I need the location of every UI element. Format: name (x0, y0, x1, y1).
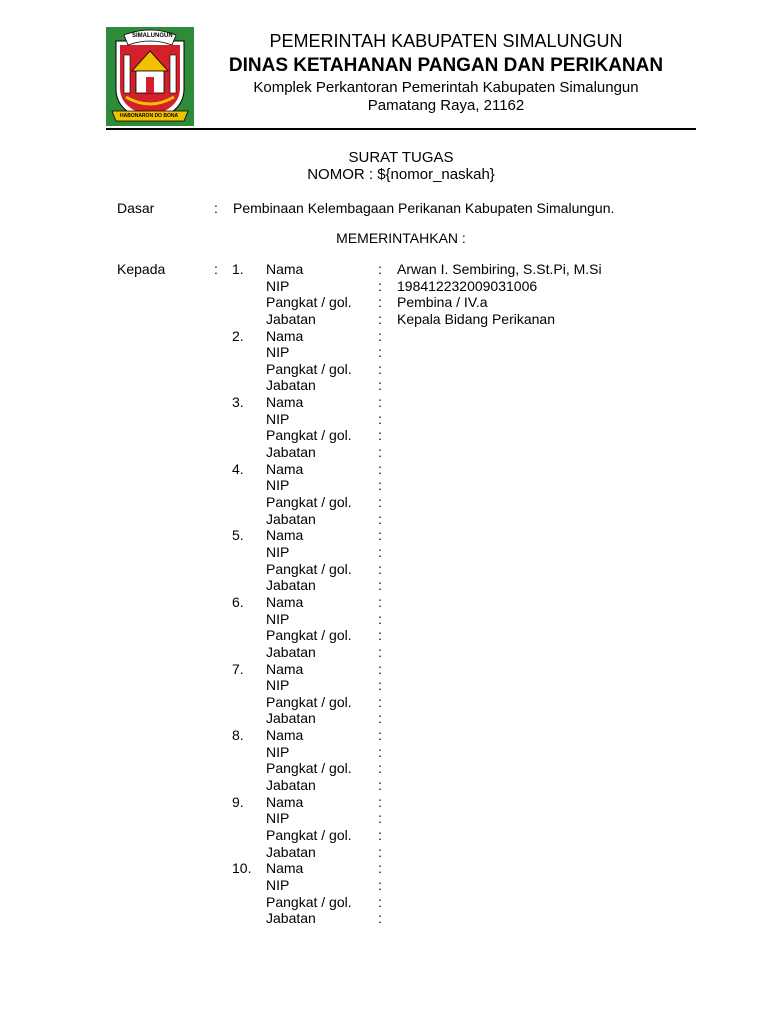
kepada-colon: : (214, 261, 218, 277)
field-colon: : (378, 261, 382, 277)
dasar-colon: : (214, 200, 218, 216)
field-colon: : (378, 643, 382, 660)
agency-name: DINAS KETAHANAN PANGAN DAN PERIKANAN (228, 55, 664, 76)
field-label-nip: NIP (266, 277, 290, 294)
field-colon: : (378, 860, 382, 877)
field-colon: : (378, 827, 382, 843)
field-label-position: Jabatan (266, 710, 316, 727)
field-colon: : (378, 893, 382, 910)
entry-number: 5. (232, 527, 244, 544)
field-label-name: Nama (266, 460, 304, 477)
letterhead-divider (106, 128, 696, 130)
field-colon: : (378, 360, 382, 377)
field-colon: : (378, 494, 382, 510)
field-colon: : (378, 877, 382, 893)
field-label-name: Nama (266, 727, 304, 744)
field-colon: : (378, 410, 382, 427)
document-number: NOMOR : ${nomor_naskah} (307, 166, 495, 183)
field-colon: : (378, 444, 382, 460)
field-colon: : (378, 693, 382, 710)
city-postal-line: Pamatang Raya, 21162 (367, 97, 525, 114)
field-label-rank: Pangkat / gol. (266, 627, 352, 644)
field-colon: : (378, 810, 382, 827)
field-colon: : (378, 594, 382, 610)
field-label-nip: NIP (266, 410, 290, 427)
field-colon: : (378, 610, 382, 627)
field-colon: : (378, 294, 382, 311)
field-label-position: Jabatan (266, 643, 316, 660)
field-label-nip: NIP (266, 477, 290, 494)
field-label-rank: Pangkat / gol. (266, 827, 352, 843)
field-colon: : (378, 327, 382, 344)
field-label-position: Jabatan (266, 377, 316, 394)
field-label-name: Nama (266, 793, 304, 810)
logo-motto-text: HABONARON DO BONA (120, 113, 179, 119)
entry-number: 2. (232, 327, 244, 344)
field-colon: : (378, 677, 382, 694)
kepada-label: Kepada (117, 261, 166, 277)
field-colon: : (378, 377, 382, 394)
entry-number: 10. (232, 860, 252, 877)
field-label-nip: NIP (266, 877, 290, 893)
field-colon: : (378, 660, 382, 677)
field-label-position: Jabatan (266, 310, 316, 327)
field-label-rank: Pangkat / gol. (266, 494, 352, 510)
field-label-rank: Pangkat / gol. (266, 893, 352, 910)
entry-number: 1. (232, 261, 244, 277)
field-label-name: Nama (266, 327, 304, 344)
field-colon: : (378, 544, 382, 560)
field-label-name: Nama (266, 660, 304, 677)
logo-banner-text: SIMALUNGUN (132, 33, 173, 39)
field-label-name: Nama (266, 594, 304, 610)
field-label-nip: NIP (266, 610, 290, 627)
address-line: Komplek Perkantoran Pemerintah Kabupaten Simalungun (253, 79, 639, 96)
field-label-position: Jabatan (266, 510, 316, 527)
field-colon: : (378, 477, 382, 494)
field-colon: : (378, 910, 382, 927)
field-colon: : (378, 727, 382, 744)
field-colon: : (378, 527, 382, 544)
field-colon: : (378, 627, 382, 644)
field-colon: : (378, 344, 382, 361)
field-label-nip: NIP (266, 544, 290, 560)
field-value-nip: 198412232009031006 (397, 277, 538, 294)
field-label-position: Jabatan (266, 910, 316, 927)
field-value-rank: Pembina / IV.a (397, 294, 488, 311)
field-label-position: Jabatan (266, 843, 316, 860)
field-colon: : (378, 510, 382, 527)
field-label-name: Nama (266, 394, 304, 411)
field-colon: : (378, 577, 382, 594)
entry-number: 7. (232, 660, 244, 677)
regency-logo (106, 27, 194, 126)
document-title: SURAT TUGAS (348, 149, 454, 166)
field-colon: : (378, 394, 382, 411)
field-colon: : (378, 560, 382, 577)
instruction-heading: MEMERINTAHKAN : (336, 230, 466, 246)
field-label-rank: Pangkat / gol. (266, 760, 352, 777)
government-name: PEMERINTAH KABUPATEN SIMALUNGUN (269, 31, 623, 51)
field-label-rank: Pangkat / gol. (266, 693, 352, 710)
field-colon: : (378, 310, 382, 327)
field-label-position: Jabatan (266, 444, 316, 460)
field-value-name: Arwan I. Sembiring, S.St.Pi, M.Si (397, 261, 602, 277)
field-value-position: Kepala Bidang Perikanan (397, 310, 556, 327)
field-label-name: Nama (266, 527, 304, 544)
field-label-nip: NIP (266, 344, 290, 361)
dasar-label: Dasar (117, 200, 155, 216)
field-label-position: Jabatan (266, 777, 316, 793)
entry-number: 4. (232, 460, 244, 477)
field-colon: : (378, 427, 382, 444)
field-label-nip: NIP (266, 810, 290, 827)
field-colon: : (378, 843, 382, 860)
field-label-rank: Pangkat / gol. (266, 294, 352, 311)
field-colon: : (378, 460, 382, 477)
entry-number: 8. (232, 727, 244, 744)
field-label-nip: NIP (266, 677, 290, 694)
field-label-rank: Pangkat / gol. (266, 360, 352, 377)
field-label-rank: Pangkat / gol. (266, 560, 352, 577)
field-label-name: Nama (266, 860, 304, 877)
dasar-text: Pembinaan Kelembagaan Perikanan Kabupaten Simalungun. (233, 200, 615, 216)
field-colon: : (378, 760, 382, 777)
entry-number: 3. (232, 394, 244, 411)
field-colon: : (378, 793, 382, 810)
field-colon: : (378, 710, 382, 727)
entry-number: 6. (232, 594, 244, 610)
field-colon: : (378, 777, 382, 793)
field-label-nip: NIP (266, 743, 290, 760)
field-colon: : (378, 277, 382, 294)
field-label-name: Nama (266, 261, 304, 277)
entry-number: 9. (232, 793, 244, 810)
field-label-position: Jabatan (266, 577, 316, 594)
field-label-rank: Pangkat / gol. (266, 427, 352, 444)
field-colon: : (378, 743, 382, 760)
